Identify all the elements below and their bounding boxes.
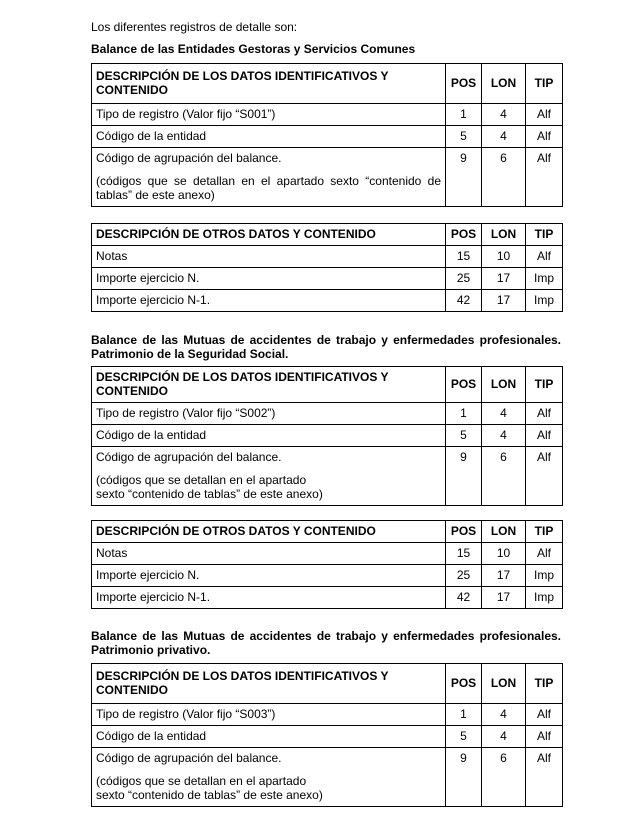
cell-tip: Alf xyxy=(526,425,563,447)
cell-desc-text: Código de agrupación del balance. xyxy=(96,450,282,464)
cell-pos: 5 xyxy=(446,425,482,447)
section-heading: Balance de las Mutuas de accidentes de trabajo y enfermedades profesionales. Patrimonio de la Seguridad Social. xyxy=(91,333,561,361)
table-row xyxy=(92,565,563,587)
cell-desc: Importe ejercicio N. xyxy=(92,565,446,587)
otros-table xyxy=(91,223,563,312)
cell-desc: Tipo de registro (Valor fijo “S001”) xyxy=(92,104,446,126)
cell-tip: Alf xyxy=(526,447,563,506)
cell-lon: 17 xyxy=(482,290,526,312)
cell-pos: 9 xyxy=(446,447,482,506)
ident-table xyxy=(91,663,563,807)
cell-desc: Tipo de registro (Valor fijo “S002”) xyxy=(92,403,446,425)
cell-tip: Imp xyxy=(526,268,563,290)
table-row xyxy=(92,543,563,565)
cell-desc-text: Código de agrupación del balance. xyxy=(96,751,282,765)
cell-note: (códigos que se detallan en el apartado sexto “contenido de tablas” de este anexo) xyxy=(96,774,323,802)
header-desc: DESCRIPCIÓN DE OTROS DATOS Y CONTENIDO xyxy=(92,224,446,246)
table-header-row xyxy=(92,664,563,704)
cell-lon: 17 xyxy=(482,268,526,290)
cell-tip: Alf xyxy=(526,246,563,268)
table-header-row xyxy=(92,367,563,403)
cell-lon: 17 xyxy=(482,565,526,587)
cell-lon: 4 xyxy=(482,704,526,726)
header-desc: DESCRIPCIÓN DE LOS DATOS IDENTIFICATIVOS Y CONTENIDO xyxy=(92,64,446,104)
cell-lon: 17 xyxy=(482,587,526,609)
cell-lon: 4 xyxy=(482,726,526,748)
table-row xyxy=(92,403,563,425)
ident-table xyxy=(91,366,563,506)
header-lon: LON xyxy=(482,521,526,543)
otros-table xyxy=(91,520,563,609)
cell-lon: 6 xyxy=(482,148,526,207)
cell-pos: 42 xyxy=(446,290,482,312)
cell-desc: Notas xyxy=(92,246,446,268)
cell-tip: Alf xyxy=(526,104,563,126)
cell-desc: Importe ejercicio N. xyxy=(92,268,446,290)
header-tip: TIP xyxy=(526,224,563,246)
table-row xyxy=(92,126,563,148)
cell-tip: Alf xyxy=(526,543,563,565)
ident-table xyxy=(91,63,563,207)
section-heading: Balance de las Entidades Gestoras y Servicios Comunes xyxy=(91,42,416,56)
cell-pos: 15 xyxy=(446,543,482,565)
cell-tip: Alf xyxy=(526,748,563,807)
cell-desc: Tipo de registro (Valor fijo “S003”) xyxy=(92,704,446,726)
cell-tip: Imp xyxy=(526,587,563,609)
cell-pos: 9 xyxy=(446,148,482,207)
cell-lon: 4 xyxy=(482,403,526,425)
table-header-row xyxy=(92,224,563,246)
cell-tip: Imp xyxy=(526,290,563,312)
cell-lon: 4 xyxy=(482,126,526,148)
cell-lon: 6 xyxy=(482,447,526,506)
cell-note: (códigos que se detallan en el apartado sexto “contenido de tablas” de este anexo) xyxy=(96,473,323,501)
header-pos: POS xyxy=(446,664,482,704)
table-row xyxy=(92,726,563,748)
cell-pos: 25 xyxy=(446,565,482,587)
table-header-row xyxy=(92,521,563,543)
header-tip: TIP xyxy=(526,367,563,403)
table-row xyxy=(92,148,563,207)
cell-tip: Alf xyxy=(526,126,563,148)
header-lon: LON xyxy=(482,64,526,104)
cell-pos: 9 xyxy=(446,748,482,807)
cell-desc: Importe ejercicio N-1. xyxy=(92,587,446,609)
cell-lon: 10 xyxy=(482,246,526,268)
table-row xyxy=(92,104,563,126)
cell-lon: 4 xyxy=(482,104,526,126)
header-lon: LON xyxy=(482,664,526,704)
cell-pos: 15 xyxy=(446,246,482,268)
cell-note: (códigos que se detallan en el apartado sexto “contenido de tablas” de este anexo) xyxy=(96,174,441,202)
cell-tip: Alf xyxy=(526,726,563,748)
cell-desc: Código de la entidad xyxy=(92,126,446,148)
cell-pos: 1 xyxy=(446,403,482,425)
header-tip: TIP xyxy=(526,521,563,543)
table-row xyxy=(92,425,563,447)
header-pos: POS xyxy=(446,367,482,403)
header-desc: DESCRIPCIÓN DE LOS DATOS IDENTIFICATIVOS Y CONTENIDO xyxy=(92,664,446,704)
cell-pos: 1 xyxy=(446,104,482,126)
table-row xyxy=(92,447,563,506)
cell-desc: Importe ejercicio N-1. xyxy=(92,290,446,312)
table-row xyxy=(92,704,563,726)
cell-tip: Alf xyxy=(526,148,563,207)
cell-pos: 5 xyxy=(446,126,482,148)
table-header-row xyxy=(92,64,563,104)
header-tip: TIP xyxy=(526,664,563,704)
table-row xyxy=(92,246,563,268)
cell-tip: Alf xyxy=(526,403,563,425)
cell-lon: 6 xyxy=(482,748,526,807)
cell-pos: 25 xyxy=(446,268,482,290)
cell-tip: Imp xyxy=(526,565,563,587)
cell-pos: 1 xyxy=(446,704,482,726)
cell-desc-text: Código de agrupación del balance. xyxy=(96,151,282,165)
intro-text: Los diferentes registros de detalle son: xyxy=(91,20,298,34)
cell-desc: Código de la entidad xyxy=(92,726,446,748)
header-pos: POS xyxy=(446,521,482,543)
header-desc: DESCRIPCIÓN DE LOS DATOS IDENTIFICATIVOS Y CONTENIDO xyxy=(92,367,446,403)
table-row xyxy=(92,290,563,312)
cell-pos: 5 xyxy=(446,726,482,748)
cell-tip: Alf xyxy=(526,704,563,726)
cell-lon: 10 xyxy=(482,543,526,565)
header-lon: LON xyxy=(482,367,526,403)
header-desc: DESCRIPCIÓN DE OTROS DATOS Y CONTENIDO xyxy=(92,521,446,543)
cell-desc xyxy=(92,148,446,207)
header-pos: POS xyxy=(446,224,482,246)
header-tip: TIP xyxy=(526,64,563,104)
section-heading: Balance de las Mutuas de accidentes de trabajo y enfermedades profesionales. Patrimonio privativo. xyxy=(91,629,561,657)
cell-desc xyxy=(92,447,446,506)
cell-pos: 42 xyxy=(446,587,482,609)
table-row xyxy=(92,268,563,290)
header-pos: POS xyxy=(446,64,482,104)
cell-lon: 4 xyxy=(482,425,526,447)
cell-desc xyxy=(92,748,446,807)
table-row xyxy=(92,748,563,807)
header-lon: LON xyxy=(482,224,526,246)
cell-desc: Notas xyxy=(92,543,446,565)
cell-desc: Código de la entidad xyxy=(92,425,446,447)
table-row xyxy=(92,587,563,609)
